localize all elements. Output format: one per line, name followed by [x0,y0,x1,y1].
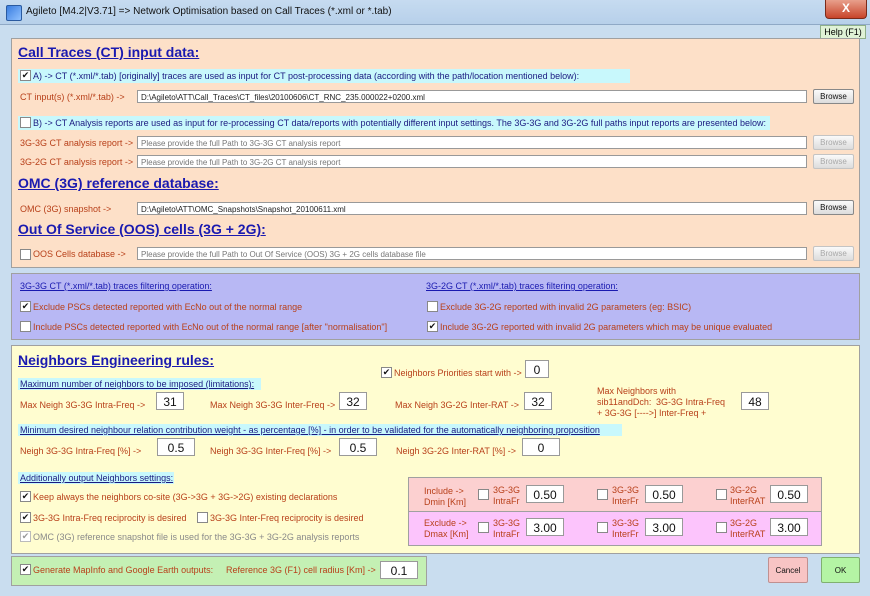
window-title: Agileto [M4.2|V3.71] => Network Optimisation based on Call Traces (*.xml or *.tab) [26,6,392,17]
filter-3g3g-include-checkbox[interactable] [20,321,31,332]
dmin-rat-checkbox[interactable] [716,489,727,500]
dmax-intra-checkbox[interactable] [478,522,489,533]
dmax-inter-field[interactable]: 3.00 [645,518,683,536]
sib-label-2: sib11andDch: [597,397,652,407]
ct-input-browse-button[interactable]: Browse [813,89,854,104]
ct-option-a-checkbox[interactable]: ✔ [21,70,30,80]
filter-3g3g-title: 3G-3G CT (*.xml/*.tab) traces filtering operation: [20,281,212,291]
add-title: Additionally output Neighbors settings: [20,473,174,483]
rules-header: Neighbors Engineering rules: [18,352,215,368]
dmin-inter-label-2: InterFr [612,496,639,506]
sib-field[interactable]: 48 [741,392,769,410]
max-rat-field[interactable]: 32 [524,392,552,410]
filter-3g3g-exclude-label: Exclude PSCs detected reported with EcNo out of the normal range [33,302,303,312]
help-button[interactable]: Help (F1) [820,25,866,39]
ct-3g3g-report-label: 3G-3G CT analysis report -> [20,138,134,148]
intra-reciprocity-label: 3G-3G Intra-Freq reciprocity is desired [33,513,187,523]
omc-snapshot-label: OMC (3G) snapshot -> [20,204,112,214]
dmin-label-1: Include -> [424,486,464,496]
priorities-checkbox[interactable]: ✔ [382,367,391,377]
app-icon [6,5,22,21]
priorities-field[interactable]: 0 [525,360,549,378]
dmax-label-1: Exclude -> [424,518,467,528]
min-inter-label: Neigh 3G-3G Inter-Freq [%] -> [210,446,332,456]
dmax-intra-field[interactable]: 3.00 [526,518,564,536]
ct-3g2g-report-field[interactable]: Please provide the full Path to 3G-2G CT analysis report [137,155,807,168]
dmin-rat-field[interactable]: 0.50 [770,485,808,503]
sib-label-4: + 3G-3G [---->] Inter-Freq + [597,408,707,418]
filter-3g2g-exclude-checkbox[interactable] [427,301,438,312]
max-inter-label: Max Neigh 3G-3G Inter-Freq -> [210,400,336,410]
dmax-inter-label-1: 3G-3G [612,518,640,528]
radius-field[interactable]: 0.1 [380,561,418,579]
keep-cosite-label: Keep always the neighbors co-site (3G->3G + 3G->2G) existing declarations [33,492,338,502]
sib-label-3: 3G-3G Intra-Freq [656,397,726,407]
ct-option-b-checkbox[interactable] [20,117,31,128]
dmin-inter-label-1: 3G-3G [612,485,640,495]
oos-checkbox[interactable] [20,249,31,260]
max-intra-field[interactable]: 31 [156,392,184,410]
dmax-inter-label-2: InterFr [612,529,639,539]
intra-reciprocity-checkbox[interactable]: ✔ [21,512,30,522]
omc-header: OMC (3G) reference database: [18,175,219,191]
dmax-rat-label-2: InterRAT [730,529,766,539]
ct-header: Call Traces (CT) input data: [18,44,200,60]
dmax-rat-field[interactable]: 3.00 [770,518,808,536]
omc-snapshot-field[interactable]: D:\Agileto\ATT\OMC_Snapshots\Snapshot_20100611.xml [137,202,807,215]
oos-browse-button[interactable]: Browse [813,246,854,261]
dmin-intra-label-1: 3G-3G [493,485,521,495]
title-bar [0,0,870,25]
max-title: Maximum number of neighbors to be imposed (limitations): [20,379,255,389]
min-rat-label: Neigh 3G-2G Inter-RAT [%] -> [396,446,516,456]
max-inter-field[interactable]: 32 [339,392,367,410]
omc-used-checkbox: ✔ [21,531,30,541]
sib-label-1: Max Neighbors with [597,386,677,396]
dmin-intra-field[interactable]: 0.50 [526,485,564,503]
mapinfo-label: Generate MapInfo and Google Earth outputs: [33,565,214,575]
dmax-rat-label-1: 3G-2G [730,518,758,528]
min-intra-label: Neigh 3G-3G Intra-Freq [%] -> [20,446,142,456]
min-title: Minimum desired neighbour relation contribution weight - as percentage [%] - in order to be validated for the automatically neighboring proposition [20,425,600,435]
filter-3g2g-exclude-label: Exclude 3G-2G reported with invalid 2G parameters (eg: BSIC) [440,302,692,312]
dmax-inter-checkbox[interactable] [597,522,608,533]
inter-reciprocity-label: 3G-3G Inter-Freq reciprocity is desired [210,513,364,523]
max-intra-label: Max Neigh 3G-3G Intra-Freq -> [20,400,146,410]
keep-cosite-checkbox[interactable]: ✔ [21,491,30,501]
ct-option-a-label: A) -> CT (*.xml/*.tab) [originally] traces are used as input for CT post-processing data (according with the path/location mentioned below): [33,71,580,81]
omc-used-label: OMC (3G) reference snapshot file is used for the 3G-3G + 3G-2G analysis reports [33,532,360,542]
priorities-label: Neighbors Priorities start with -> [394,368,522,378]
close-button[interactable]: X [825,0,867,19]
filter-3g3g-exclude-checkbox[interactable]: ✔ [21,301,30,311]
dmin-rat-label-1: 3G-2G [730,485,758,495]
dmin-inter-checkbox[interactable] [597,489,608,500]
filter-3g3g-include-label: Include PSCs detected reported with EcNo out of the normal range [after "normalisation"] [33,322,388,332]
ct-3g3g-report-field[interactable]: Please provide the full Path to 3G-3G CT analysis report [137,136,807,149]
dmin-intra-checkbox[interactable] [478,489,489,500]
radius-label: Reference 3G (F1) cell radius [Km] -> [226,565,376,575]
dmin-intra-label-2: IntraFr [493,496,520,506]
ct-input-label: CT input(s) (*.xml/*.tab) -> [20,92,125,102]
max-rat-label: Max Neigh 3G-2G Inter-RAT -> [395,400,519,410]
ct-3g2g-report-label: 3G-2G CT analysis report -> [20,157,134,167]
filter-3g2g-title: 3G-2G CT (*.xml/*.tab) traces filtering operation: [426,281,618,291]
filter-3g2g-include-label: Include 3G-2G reported with invalid 2G parameters which may be unique evaluated [440,322,773,332]
dmin-rat-label-2: InterRAT [730,496,766,506]
dmax-intra-label-2: IntraFr [493,529,520,539]
dmin-label-2: Dmin [Km] [424,497,467,507]
oos-field[interactable]: Please provide the full Path to Out Of Service (OOS) 3G + 2G cells database file [137,247,807,260]
ct-input-field[interactable]: D:\Agileto\ATT\Call_Traces\CT_files\20100606\CT_RNC_235.000022+0200.xml [137,90,807,103]
mapinfo-checkbox[interactable]: ✔ [21,564,30,574]
dmax-label-2: Dmax [Km] [424,529,469,539]
min-inter-field[interactable]: 0.5 [339,438,377,456]
inter-reciprocity-checkbox[interactable] [197,512,208,523]
filter-3g2g-include-checkbox[interactable]: ✔ [428,321,437,331]
dmax-intra-label-1: 3G-3G [493,518,521,528]
ct-3g2g-browse-button[interactable]: Browse [813,154,854,169]
min-rat-field[interactable]: 0 [522,438,560,456]
oos-header: Out Of Service (OOS) cells (3G + 2G): [18,221,266,237]
dmin-inter-field[interactable]: 0.50 [645,485,683,503]
dmax-rat-checkbox[interactable] [716,522,727,533]
oos-label: OOS Cells database -> [33,249,126,259]
min-intra-field[interactable]: 0.5 [157,438,195,456]
ct-option-b-label: B) -> CT Analysis reports are used as input for re-processing CT data/reports with potentially different input settings. The 3G-3G and 3G-2G full paths input reports are presented below: [33,118,766,128]
ct-3g3g-browse-button[interactable]: Browse [813,135,854,150]
ok-button[interactable]: OK [821,557,860,583]
cancel-button[interactable]: Cancel [768,557,808,583]
omc-browse-button[interactable]: Browse [813,200,854,215]
